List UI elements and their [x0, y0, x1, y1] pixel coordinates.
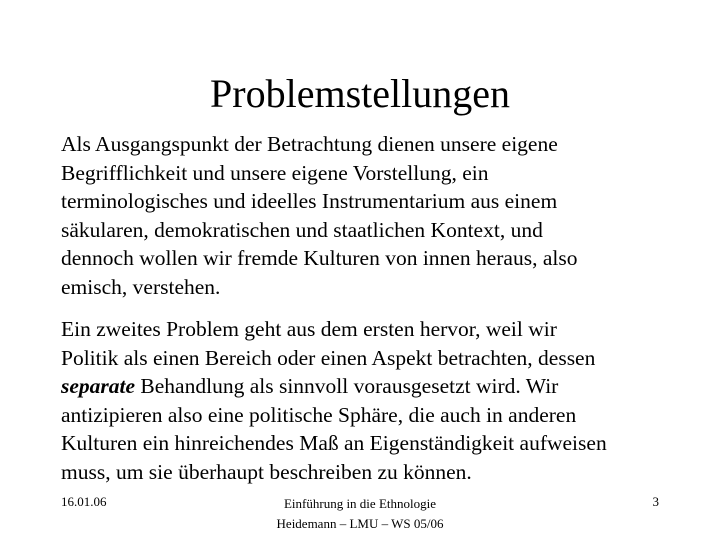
- text-line: Politik als einen Bereich oder einen Aspekt betrachten, dessen: [61, 345, 596, 370]
- text-line: emisch, verstehen.: [61, 274, 221, 299]
- text-line: [61, 372, 701, 401]
- footer-course-title: Einführung in die Ethnologie: [283, 496, 436, 511]
- footer-page-number: 3: [652, 494, 659, 509]
- text-line: antizipieren also eine politische Sphäre, die auch in anderen: [61, 402, 577, 427]
- text-line: muss, um sie überhaupt beschreiben zu können.: [61, 459, 472, 484]
- text-line: Ein zweites Problem geht aus dem ersten hervor, weil wir: [61, 317, 557, 341]
- text-line: Als Ausgangspunkt der Betrachtung dienen unsere eigene: [61, 132, 558, 156]
- footer-course-info: [210, 494, 510, 534]
- footer-author: Heidemann – LMU – WS 05/06: [276, 516, 444, 531]
- text-line: säkularen, demokratischen und staatlichen Kontext, und: [61, 217, 543, 242]
- text-line: dennoch wollen wir fremde Kulturen von innen heraus, also: [61, 246, 578, 270]
- text-line: terminologisches und ideelles Instrumentarium aus einem: [61, 189, 558, 213]
- slide-body: [61, 130, 701, 486]
- slide-title: Problemstellungen: [210, 71, 510, 116]
- emphasized-word: separate: [61, 374, 136, 398]
- text-line: Kulturen ein hinreichendes Maß an Eigenständigkeit aufweisen: [61, 431, 607, 455]
- paragraph-problem-1: [61, 130, 701, 301]
- text-fragment: Behandlung als sinnvoll vorausgesetzt wird. Wir: [135, 374, 559, 398]
- text-line: Begrifflichkeit und unsere eigene Vorstellung, ein: [61, 160, 489, 185]
- paragraph-problem-2: [61, 315, 701, 486]
- footer-date: 16.01.06: [61, 494, 107, 509]
